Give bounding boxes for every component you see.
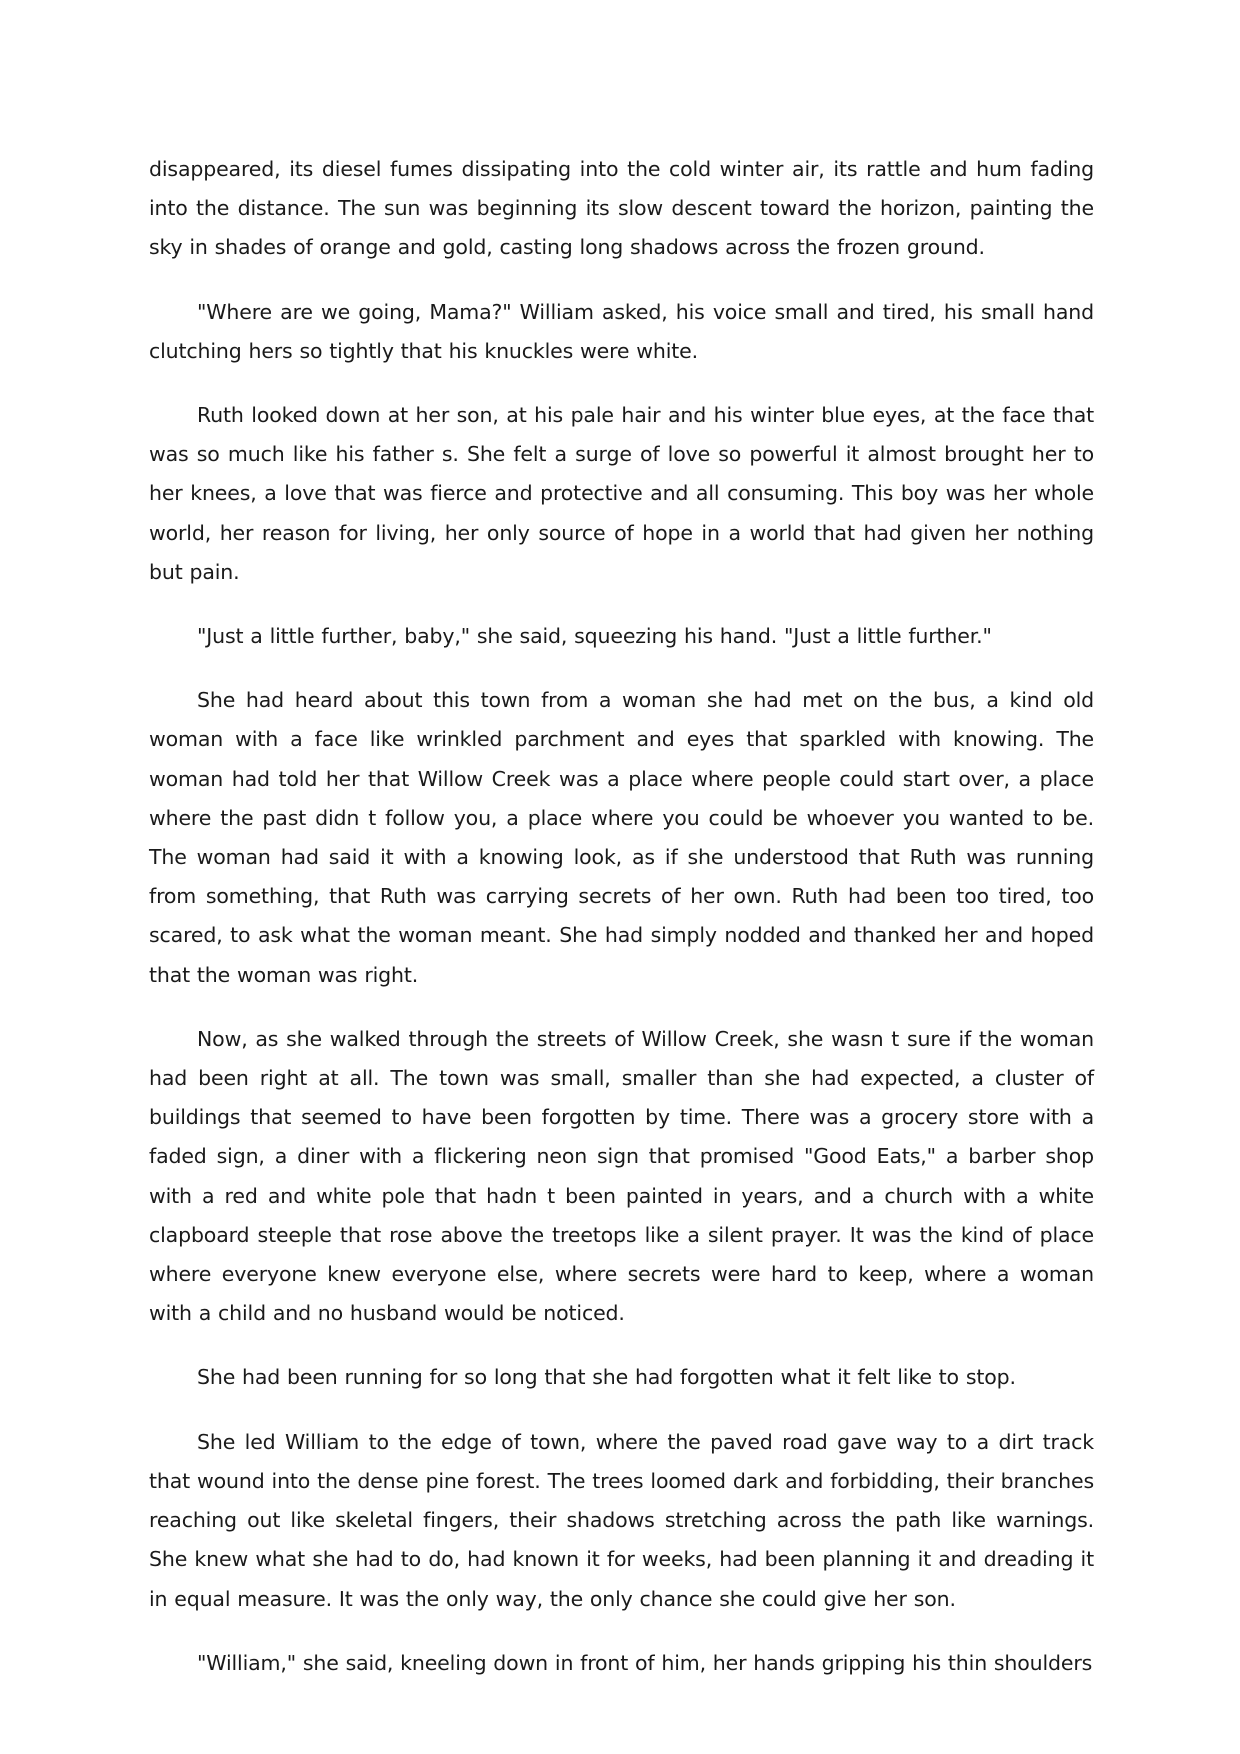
paragraph-where-are-we-going: "Where are we going, Mama?" William asked, his voice small and tired, his small hand clutching hers so tightly that his knuckles were white.	[149, 299, 1094, 363]
document-page	[149, 150, 1094, 1683]
paragraph-heard-about-town: She had heard about this town from a woman she had met on the bus, a kind old woman with a face like wrinkled parchment and eyes that sparkled with knowing. The woman had told her that Willow Creek was a place where people could start over, a place where the past didn t follow you, a place where you could be whoever you wanted to be. The woman had said it with a knowing look, as if she understood that Ruth was running from something, that Ruth was carrying secrets of her own. Ruth had been too tired, too scared, to ask what the woman meant. She had simply nodded and thanked her and hoped that the woman was right.	[149, 688, 1094, 987]
paragraph-continuation: disappeared, its diesel fumes dissipating into the cold winter air, its rattle and hum fading into the distance. The sun was beginning its slow descent toward the horizon, painting the sky in shades of orange and gold, casting long shadows across the frozen ground.	[149, 157, 1094, 260]
paragraph-ruth-looked-down: Ruth looked down at her son, at his pale hair and his winter blue eyes, at the face that was so much like his father s. She felt a surge of love so powerful it almost brought her to her knees, a love that was fierce and protective and all consuming. This boy was her whole world, her reason for living, her only source of hope in a world that had given her nothing but pain.	[149, 403, 1094, 584]
paragraph-just-a-little-further: "Just a little further, baby," she said, squeezing his hand. "Just a little further."	[197, 624, 992, 649]
paragraph-edge-of-town: She led William to the edge of town, where the paved road gave way to a dirt track that wound into the dense pine forest. The trees loomed dark and forbidding, their branches reaching out like skeletal fingers, their shadows stretching across the path like warnings. She knew what she had to do, had known it for weeks, had been planning it and dreading it in equal measure. It was the only way, the only chance she could give her son.	[149, 1429, 1094, 1611]
paragraph-william-kneeling: "William," she said, kneeling down in front of him, her hands gripping his thin shoulders	[197, 1650, 1093, 1675]
paragraph-willow-creek-streets: Now, as she walked through the streets of Willow Creek, she wasn t sure if the woman had been right at all. The town was small, smaller than she had expected, a cluster of buildings that seemed to have been forgotten by time. There was a grocery store with a faded sign, a diner with a flickering neon sign that promised "Good Eats," a barber shop with a red and white pole that hadn t been painted in years, and a church with a white clapboard steeple that rose above the treetops like a silent prayer. It was the kind of place where everyone knew everyone else, where secrets were hard to keep, where a woman with a child and no husband would be noticed.	[149, 1026, 1094, 1326]
paragraph-running-so-long: She had been running for so long that she had forgotten what it felt like to stop.	[197, 1365, 1016, 1390]
